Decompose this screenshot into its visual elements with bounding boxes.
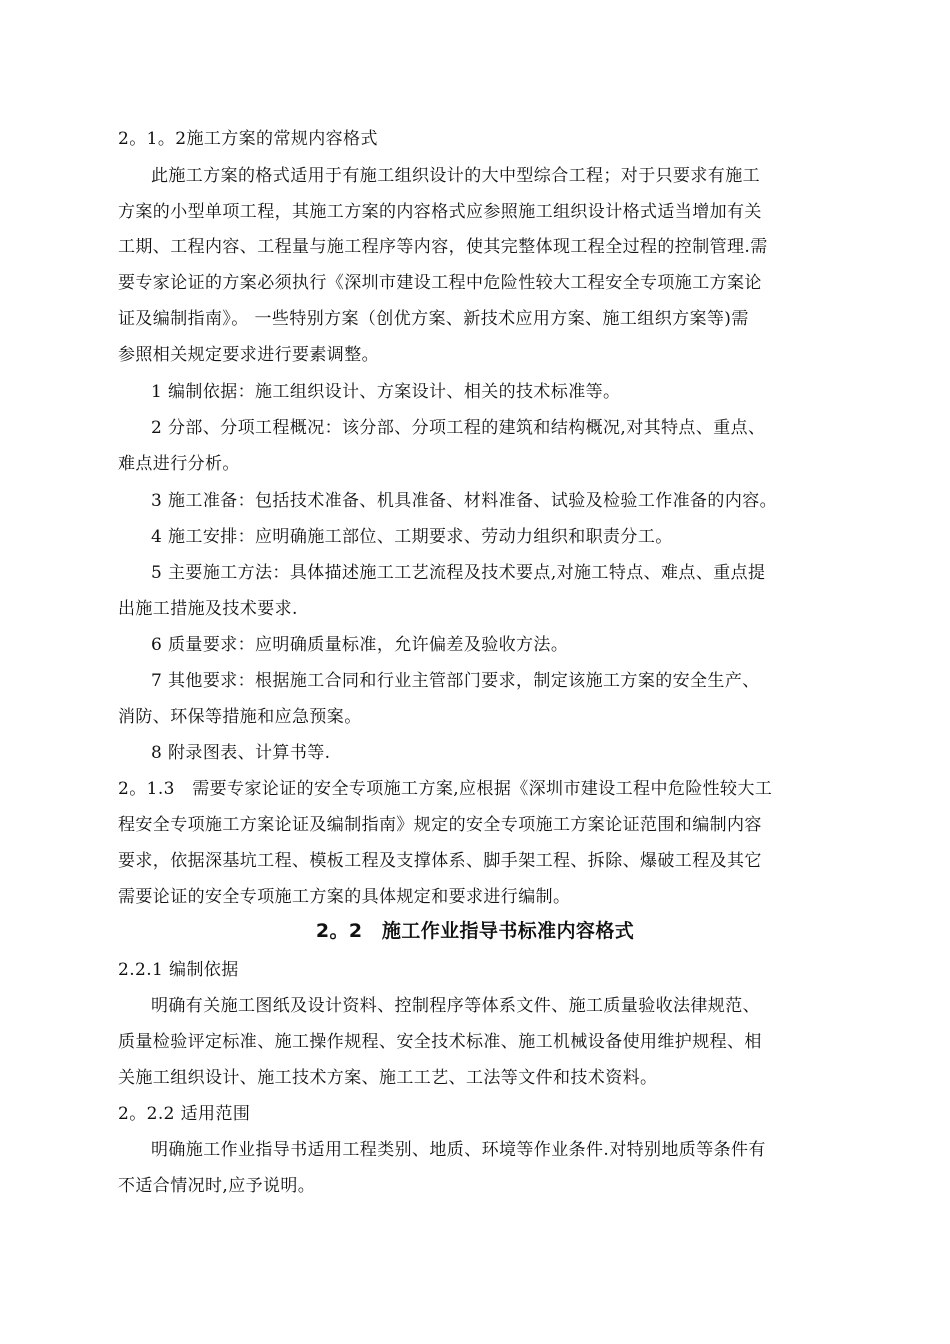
list-item: 1 编制依据：施工组织设计、方案设计、相关的技术标准等。 (151, 382, 621, 402)
paragraph-line: 要求，依据深基坑工程、模板工程及支撑体系、脚手架工程、拆除、爆破工程及其它 (118, 851, 762, 871)
subheading-2-2-2: 2。2.2 适用范围 (118, 1104, 251, 1124)
list-item: 5 主要施工方法：具体描述施工工艺流程及技术要点,对施工特点、难点、重点提 (151, 563, 766, 583)
list-item: 6 质量要求：应明确质量标准，允许偏差及验收方法。 (151, 635, 569, 655)
section-heading-2-2: 2。2 施工作业指导书标准内容格式 (315, 920, 635, 942)
list-item-continuation: 消防、环保等措施和应急预案。 (118, 707, 362, 727)
paragraph-line: 需要论证的安全专项施工方案的具体规定和要求进行编制。 (118, 887, 571, 907)
paragraph-line: 质量检验评定标准、施工操作规程、安全技术标准、施工机械设备使用维护规程、相 (118, 1032, 762, 1052)
paragraph-line: 程安全专项施工方案论证及编制指南》规定的安全专项施工方案论证范围和编制内容 (118, 815, 762, 835)
paragraph-line: 明确施工作业指导书适用工程类别、地质、环境等作业条件.对特别地质等条件有 (151, 1140, 766, 1160)
paragraph-line: 明确有关施工图纸及设计资料、控制程序等体系文件、施工质量验收法律规范、 (151, 996, 760, 1016)
list-item-continuation: 出施工措施及技术要求. (118, 599, 298, 619)
list-item: 3 施工准备：包括技术准备、机具准备、材料准备、试验及检验工作准备的内容。 (151, 491, 778, 511)
subheading-2-1-2: 2。1。2施工方案的常规内容格式 (118, 129, 378, 149)
paragraph-line: 方案的小型单项工程，其施工方案的内容格式应参照施工组织设计格式适当增加有关 (118, 202, 762, 222)
paragraph-line: 不适合情况时,应予说明。 (118, 1176, 316, 1196)
list-item: 4 施工安排：应明确施工部位、工期要求、劳动力组织和职责分工。 (151, 527, 673, 547)
paragraph-line: 参照相关规定要求进行要素调整。 (118, 345, 379, 365)
paragraph-line: 工期、工程内容、工程量与施工程序等内容，使其完整体现工程全过程的控制管理.需 (118, 237, 768, 257)
paragraph-line: 关施工组织设计、施工技术方案、施工工艺、工法等文件和技术资料。 (118, 1068, 658, 1088)
list-item: 7 其他要求：根据施工合同和行业主管部门要求，制定该施工方案的安全生产、 (151, 671, 760, 691)
subheading-2-2-1: 2.2.1 编制依据 (118, 960, 239, 980)
list-item-continuation: 难点进行分析。 (118, 454, 240, 474)
subheading-2-1-3: 2。1.3 需要专家论证的安全专项施工方案,应根据《深圳市建设工程中危险性较大工 (118, 779, 773, 799)
list-item: 2 分部、分项工程概况：该分部、分项工程的建筑和结构概况,对其特点、重点、 (151, 418, 766, 438)
paragraph-line: 证及编制指南》。 一些特别方案（创优方案、新技术应用方案、施工组织方案等)需 (118, 309, 749, 329)
paragraph-line: 要专家论证的方案必须执行《深圳市建设工程中危险性较大工程安全专项施工方案论 (118, 273, 762, 293)
list-item: 8 附录图表、计算书等. (151, 743, 331, 763)
paragraph-line: 此施工方案的格式适用于有施工组织设计的大中型综合工程；对于只要求有施工 (151, 166, 760, 186)
